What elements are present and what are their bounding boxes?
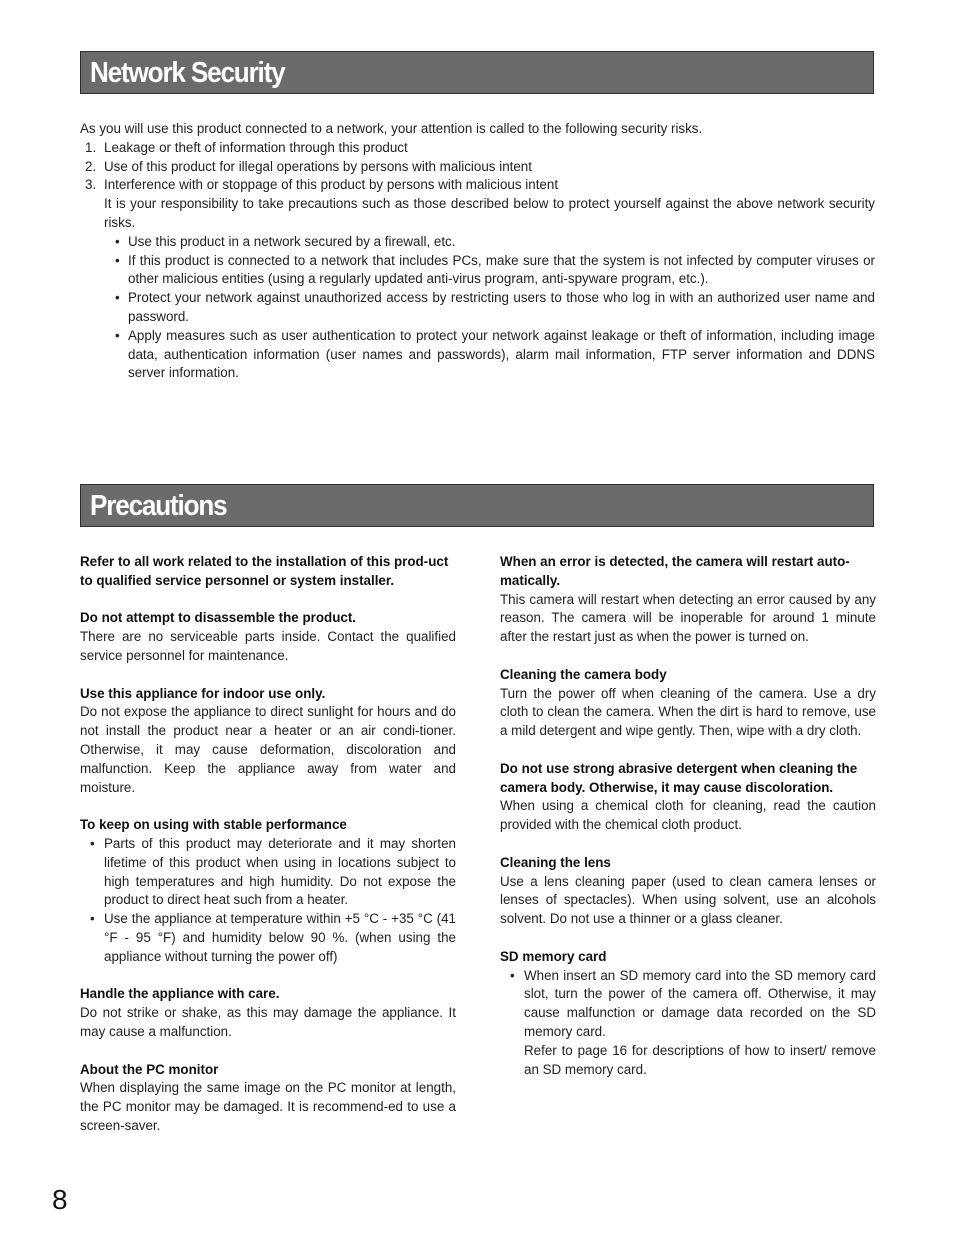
risk-number: 1.	[85, 139, 97, 155]
page-number: 8	[52, 1184, 68, 1215]
section-body: Do not expose the appliance to direct sunlight for hours and do not install the product near a heater or an air condi-tioner. Otherwise, it may cause deformation, discoloration and malfunction. Keep the appliance away from water and moisture.	[80, 704, 456, 795]
section-heading: SD memory card	[500, 948, 607, 964]
section-body: There are no serviceable parts inside. Contact the qualified service personnel for maintenance.	[80, 629, 456, 663]
section-body: Turn the power off when cleaning of the camera. Use a dry cloth to clean the camera. When the dirt is hard to remove, use a mild detergent and wipe gently. Then, wipe with a dry cloth.	[500, 685, 876, 739]
precautions-left-column	[80, 553, 456, 1155]
precaution-section	[500, 553, 876, 647]
risk-text: Interference with or stoppage of this product by persons with malicious intent	[104, 177, 559, 193]
measure-item: • Apply measures such as user authentication to protect your network against leakage or theft of information, including image data, authentication information (user names and passwords), alarm mail information, FTP server information and DDNS server information.	[80, 327, 875, 383]
section-heading: To keep on using with stable performance	[80, 817, 347, 833]
precaution-section	[500, 948, 876, 1080]
risk-number: 2.	[85, 158, 97, 174]
section-heading: About the PC monitor	[80, 1061, 219, 1077]
bullet-item: • Parts of this product may deteriorate and it may shorten lifetime of this product when using in locations subject to high temperatures and high humidity. Do not expose the product to direct heat such from a heater.	[80, 835, 456, 910]
precaution-section	[80, 553, 456, 591]
risk-item	[80, 139, 875, 158]
section-body: This camera will restart when detecting an error caused by any reason. The camera will be inoperable for around 1 minute after the restart just as when the power is turned on.	[500, 591, 876, 645]
measure-item: • Use this product in a network secured by a firewall, etc.	[80, 233, 875, 252]
precautions-banner	[80, 484, 874, 527]
network-security-banner	[80, 51, 874, 94]
network-security-body	[80, 120, 875, 383]
precaution-section	[500, 760, 876, 835]
responsibility-text: It is your responsibility to take precautions such as those described below to protect yourself against the above network security risks.	[104, 196, 875, 230]
section-body: Do not strike or shake, as this may damage the appliance. It may cause a malfunction.	[80, 1005, 456, 1039]
section-heading: Use this appliance for indoor use only.	[80, 685, 326, 701]
section-heading: Cleaning the lens	[500, 854, 611, 870]
section-heading: Do not attempt to disassemble the product.	[80, 610, 357, 626]
section-heading: When an error is detected, the camera will restart auto-matically.	[500, 554, 850, 588]
section-body: When using a chemical cloth for cleaning, read the caution provided with the chemical cloth product.	[500, 798, 876, 833]
risk-text: Leakage or theft of information through this product	[104, 139, 408, 155]
section-body: When displaying the same image on the PC monitor at length, the PC monitor may be damaged. It is recommend-ed to use a screen-saver.	[80, 1080, 456, 1133]
network-security-title: Network Security	[90, 57, 285, 89]
precautions-right-column	[500, 553, 876, 1098]
risk-item	[80, 176, 875, 195]
section-heading: Handle the appliance with care.	[80, 986, 280, 1002]
precaution-section	[500, 666, 876, 741]
precaution-section	[80, 816, 456, 966]
bullet-item: • When insert an SD memory card into the SD memory card slot, turn the power of the camera off. Otherwise, it may cause malfunction or damage data recorded on the SD memory card.	[500, 967, 876, 1042]
risk-item	[80, 158, 875, 177]
precaution-section	[80, 985, 456, 1041]
bullet-note: Refer to page 16 for descriptions of how to insert/ remove an SD memory card.	[524, 1042, 876, 1077]
precaution-section	[80, 685, 456, 798]
measure-item: • Protect your network against unauthorized access by restricting users to those who log in with an authorized user name and password.	[80, 289, 875, 327]
section-heading: Refer to all work related to the installation of this prod-uct to qualified service personnel or system installer.	[80, 554, 449, 588]
risk-number: 3.	[85, 177, 97, 193]
precaution-section	[80, 609, 456, 665]
measure-item: • If this product is connected to a network that includes PCs, make sure that the system is not infected by computer viruses or other malicious entities (using a regularly updated anti-virus program, anti-spyware program, etc.).	[80, 252, 875, 290]
section-heading: Do not use strong abrasive detergent when cleaning the camera body. Otherwise, it may cause discoloration.	[500, 760, 858, 795]
precaution-section	[80, 1061, 456, 1136]
section-body: Use a lens cleaning paper (used to clean camera lenses or lenses of spectacles). When using solvent, use an alcohols solvent. Do not use a thinner or a glass cleaner.	[500, 873, 876, 927]
section-heading: Cleaning the camera body	[500, 666, 667, 682]
intro-text: As you will use this product connected to a network, your attention is called to the following security risks.	[80, 121, 703, 136]
bullet-item: • Use the appliance at temperature within +5 °C - +35 °C (41 °F - 95 °F) and humidity below 90 %. (when using the appliance without turning the power off)	[80, 910, 456, 966]
risk-text: Use of this product for illegal operations by persons with malicious intent	[104, 158, 532, 174]
precaution-section	[500, 854, 876, 929]
precautions-title: Precautions	[90, 490, 227, 522]
